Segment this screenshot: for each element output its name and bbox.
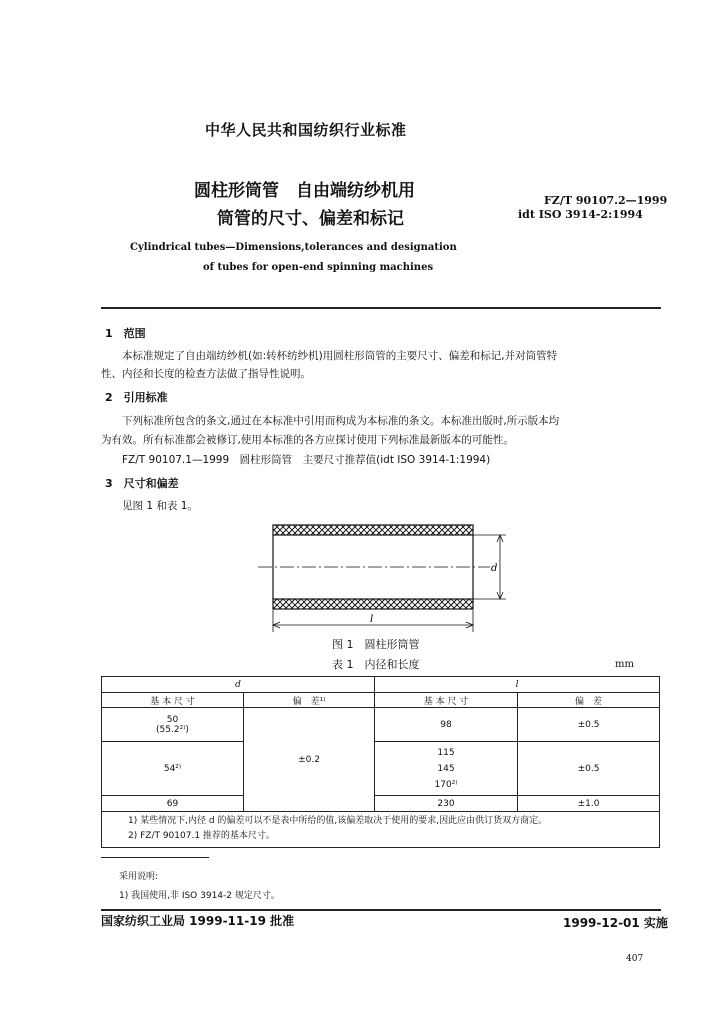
implementation-date: 1999-12-01 实施	[563, 916, 668, 930]
footnote-title: 采用说明:	[119, 872, 159, 882]
col-header-tol-l: 偏 差	[518, 693, 660, 708]
standard-number: FZ/T 90107.2—1999	[544, 194, 668, 207]
section-2-text-line-2: 为有效。所有标准都会被修订,使用本标准的各方应探讨使用下列标准最新版本的可能性。	[101, 434, 514, 446]
section-3-text: 见图 1 和表 1。	[122, 500, 198, 512]
footer-divider	[101, 909, 661, 911]
table-caption: 表 1 内径和长度	[332, 658, 420, 671]
dimension-table	[101, 676, 660, 848]
page-number: 407	[626, 954, 644, 964]
section-2-text-line-1: 下列标准所包含的条文,通过在本标准中引用而构成为本标准的条文。本标准出版时,所示版本均	[122, 415, 560, 427]
section-1-text-line-1: 本标准规定了自由端纺纱机(如:转杯纺纱机)用圆柱形筒管的主要尺寸、偏差和标记,并对筒管特	[122, 350, 558, 362]
d-tolerance-cell: ±0.2	[244, 708, 375, 812]
l-label: l	[370, 614, 374, 625]
col-header-tol-d: 偏 差¹⁾	[244, 693, 375, 708]
table-note-1: 1) 某些情况下,内径 d 的偏差可以不是表中所给的值,该偏差取决于使用的要求,因此应由供订货双方商定。	[128, 816, 548, 826]
table-cell: ±0.5	[518, 742, 660, 796]
table-cell: 69	[102, 796, 244, 812]
group-header-l: l	[375, 677, 660, 693]
table-cell: 54²⁾	[102, 742, 244, 796]
approval-date: 国家纺织工业局 1999-11-19 批准	[101, 914, 295, 928]
col-header-basic-d: 基 本 尺 寸	[102, 693, 244, 708]
footnote-rule	[101, 857, 209, 858]
title-line-2: 筒管的尺寸、偏差和标记	[217, 209, 404, 229]
table-cell: ±1.0	[518, 796, 660, 812]
section-2-reference: FZ/T 90107.1—1999 圆柱形筒管 主要尺寸推荐值(idt ISO 3914-1:1994)	[122, 454, 491, 466]
standard-org: 中华人民共和国纺织行业标准	[205, 121, 407, 139]
header-divider	[101, 307, 661, 309]
section-3-heading: 3 尺寸和偏差	[105, 477, 179, 490]
footnote-item-1: 1) 我国使用,非 ISO 3914-2 规定尺寸。	[119, 891, 280, 901]
section-1-heading: 1 范围	[105, 327, 146, 340]
section-2-heading: 2 引用标准	[105, 391, 168, 404]
table-cell: 98	[375, 708, 518, 742]
group-header-d: d	[102, 677, 375, 693]
table-unit: mm	[615, 659, 634, 670]
english-title-line-2: of tubes for open-end spinning machines	[203, 262, 434, 273]
tube-wall-top	[273, 525, 473, 535]
table-notes	[102, 812, 660, 848]
idt-number: idt ISO 3914-2:1994	[518, 208, 643, 221]
table-cell: 230	[375, 796, 518, 812]
english-title-line-1: Cylindrical tubes—Dimensions,tolerances and designation	[130, 242, 457, 253]
table-cell: ±0.5	[518, 708, 660, 742]
table-cell: 115 145 170²⁾	[375, 742, 518, 796]
col-header-basic-l: 基 本 尺 寸	[375, 693, 518, 708]
tube-figure	[250, 518, 520, 636]
table-note-2: 2) FZ/T 90107.1 推荐的基本尺寸。	[128, 831, 275, 841]
d-label: d	[491, 563, 498, 574]
section-1-text-line-2: 性、内径和长度的检查方法做了指导性说明。	[101, 368, 311, 380]
table-cell: 50 (55.2²⁾)	[102, 708, 244, 742]
tube-wall-bottom	[273, 599, 473, 609]
title-line-1: 圆柱形筒管 自由端纺纱机用	[194, 181, 415, 201]
figure-caption: 图 1 圆柱形筒管	[332, 638, 420, 651]
